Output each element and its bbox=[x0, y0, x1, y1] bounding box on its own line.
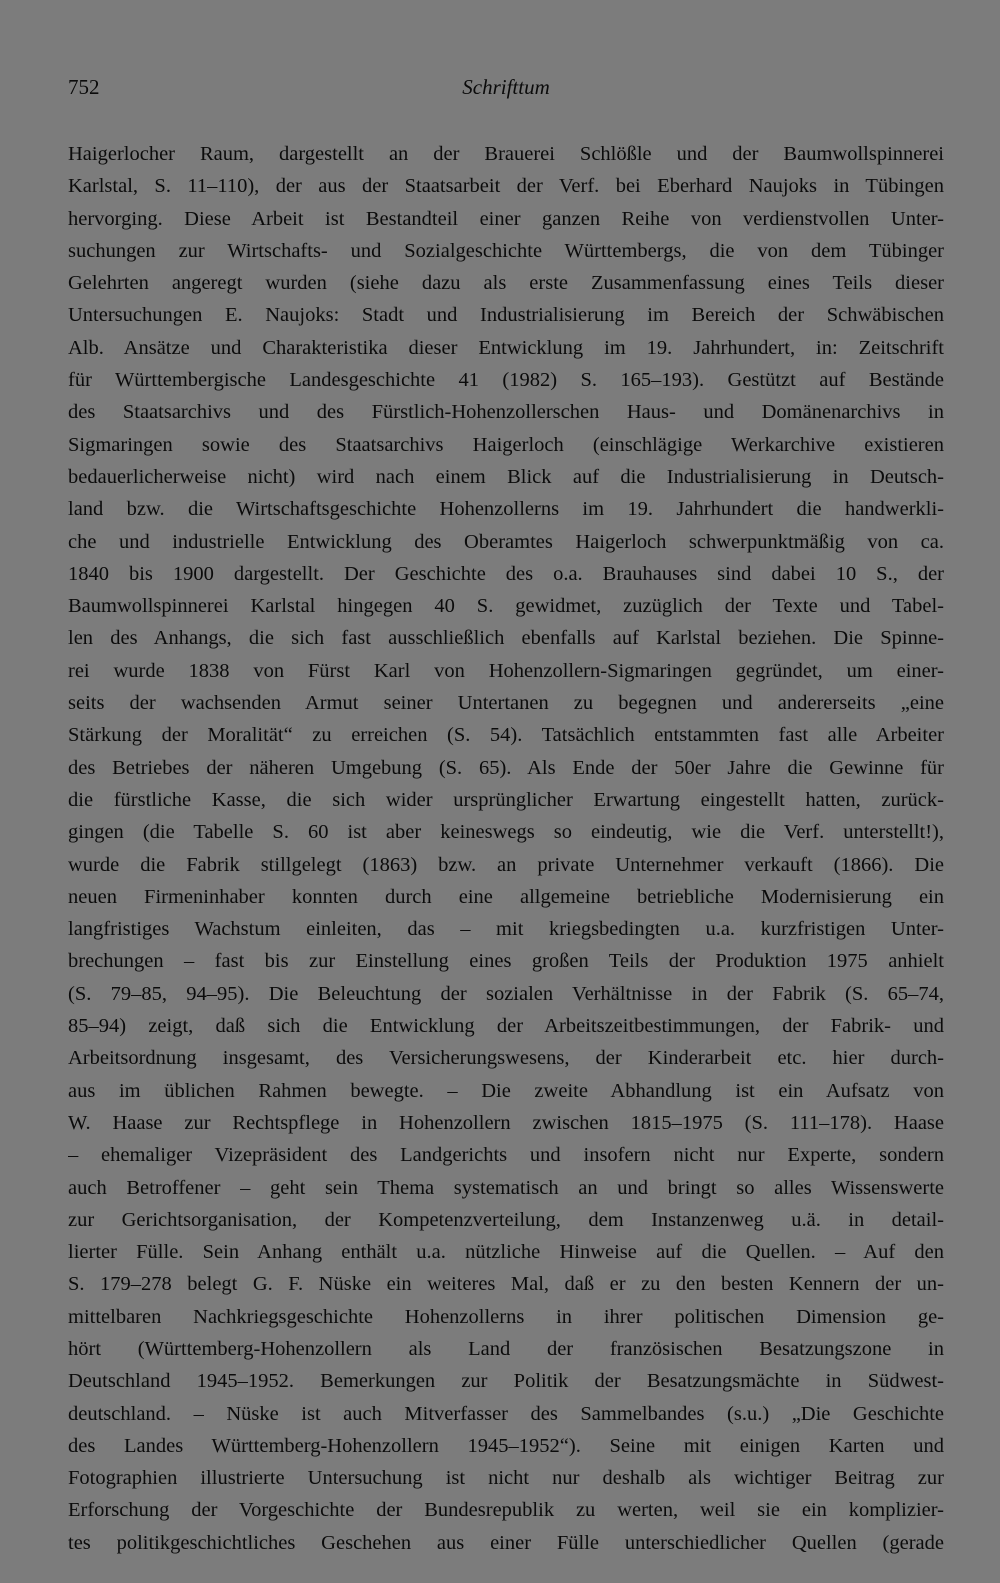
text-line: land bzw. die Wirtschaftsgeschichte Hohenzollerns im 19. Jahrhundert die handwerkli- bbox=[68, 498, 944, 521]
text-line: Arbeitsordnung insgesamt, des Versicherungswesens, der Kinderarbeit etc. hier durch- bbox=[68, 1047, 944, 1070]
text-line: des Staatsarchivs und des Fürstlich-Hohenzollerschen Haus- und Domänenarchivs in bbox=[68, 401, 944, 424]
text-line: gingen (die Tabelle S. 60 ist aber keineswegs so eindeutig, wie die Verf. unterstellt!), bbox=[68, 821, 944, 844]
text-line: deutschland. – Nüske ist auch Mitverfasser des Sammelbandes (s.u.) „Die Geschichte bbox=[68, 1402, 944, 1425]
text-line: Karlstal, S. 11–110), der aus der Staatsarbeit der Verf. bei Eberhard Naujoks in Tübingen bbox=[68, 175, 944, 198]
text-line: die fürstliche Kasse, die sich wider ursprünglicher Erwartung eingestellt hatten, zurück- bbox=[68, 788, 944, 811]
text-line: S. 179–278 belegt G. F. Nüske ein weiteres Mal, daß er zu den besten Kennern der un- bbox=[68, 1273, 944, 1296]
text-line: Sigmaringen sowie des Staatsarchivs Haigerloch (einschlägige Werkarchive existieren bbox=[68, 433, 944, 456]
body-text bbox=[68, 138, 944, 1559]
page-header bbox=[68, 72, 944, 106]
text-line: aus im üblichen Rahmen bewegte. – Die zweite Abhandlung ist ein Aufsatz von bbox=[68, 1079, 944, 1102]
text-line: langfristiges Wachstum einleiten, das – mit kriegsbedingten u.a. kurzfristigen Unter- bbox=[68, 918, 944, 941]
text-line: des Betriebes der näheren Umgebung (S. 65). Als Ende der 50er Jahre die Gewinne für bbox=[68, 756, 944, 779]
text-line: brechungen – fast bis zur Einstellung eines großen Teils der Produktion 1975 anhielt bbox=[68, 950, 944, 973]
text-line: che und industrielle Entwicklung des Oberamtes Haigerloch schwerpunktmäßig von ca. bbox=[68, 530, 944, 553]
text-line: neuen Firmeninhaber konnten durch eine allgemeine betriebliche Modernisierung ein bbox=[68, 885, 944, 908]
text-line: Gelehrten angeregt wurden (siehe dazu als erste Zusammenfassung eines Teils dieser bbox=[68, 272, 944, 295]
text-line: rei wurde 1838 von Fürst Karl von Hohenzollern-Sigmaringen gegründet, um einer- bbox=[68, 659, 944, 682]
text-line: auch Betroffener – geht sein Thema systematisch an und bringt so alles Wissenswerte bbox=[68, 1176, 944, 1199]
text-line: len des Anhangs, die sich fast ausschließlich ebenfalls auf Karlstal beziehen. Die Spinne- bbox=[68, 627, 944, 650]
text-line: 85–94) zeigt, daß sich die Entwicklung der Arbeitszeitbestimmungen, der Fabrik- und bbox=[68, 1015, 944, 1038]
text-line: Baumwollspinnerei Karlstal hingegen 40 S. gewidmet, zuzüglich der Texte und Tabel- bbox=[68, 595, 944, 618]
text-line: suchungen zur Wirtschafts- und Sozialgeschichte Württembergs, die von dem Tübinger bbox=[68, 239, 944, 262]
text-line: Erforschung der Vorgeschichte der Bundesrepublik zu werten, weil sie ein komplizier- bbox=[68, 1499, 944, 1522]
text-line: bedauerlicherweise nicht) wird nach einem Blick auf die Industrialisierung in Deutsch- bbox=[68, 465, 944, 488]
text-line: (S. 79–85, 94–95). Die Beleuchtung der sozialen Verhältnisse in der Fabrik (S. 65–74, bbox=[68, 982, 944, 1005]
text-line: für Württembergische Landesgeschichte 41 (1982) S. 165–193). Gestützt auf Bestände bbox=[68, 369, 944, 392]
text-line: wurde die Fabrik stillgelegt (1863) bzw. an private Unternehmer verkauft (1866). Die bbox=[68, 853, 944, 876]
text-line: – ehemaliger Vizepräsident des Landgerichts und insofern nicht nur Experte, sondern bbox=[68, 1144, 944, 1167]
text-line: Deutschland 1945–1952. Bemerkungen zur Politik der Besatzungsmächte in Südwest- bbox=[68, 1370, 944, 1393]
page-number: 752 bbox=[68, 75, 100, 99]
text-line: zur Gerichtsorganisation, der Kompetenzverteilung, dem Instanzenweg u.ä. in detail- bbox=[68, 1208, 944, 1231]
text-line: Untersuchungen E. Naujoks: Stadt und Industrialisierung im Bereich der Schwäbischen bbox=[68, 304, 944, 327]
text-line: hervorging. Diese Arbeit ist Bestandteil einer ganzen Reihe von verdienstvollen Unter- bbox=[68, 207, 944, 230]
text-line: hört (Württemberg-Hohenzollern als Land der französischen Besatzungszone in bbox=[68, 1337, 944, 1360]
text-line: tes politikgeschichtliches Geschehen aus einer Fülle unterschiedlicher Quellen (gerade bbox=[68, 1531, 944, 1554]
text-line: W. Haase zur Rechtspflege in Hohenzollern zwischen 1815–1975 (S. 111–178). Haase bbox=[68, 1111, 944, 1134]
text-line: des Landes Württemberg-Hohenzollern 1945–1952“). Seine mit einigen Karten und bbox=[68, 1434, 944, 1457]
text-line: 1840 bis 1900 dargestellt. Der Geschichte des o.a. Brauhauses sind dabei 10 S., der bbox=[68, 562, 944, 585]
text-line: mittelbaren Nachkriegsgeschichte Hohenzollerns in ihrer politischen Dimension ge- bbox=[68, 1305, 944, 1328]
text-line: lierter Fülle. Sein Anhang enthält u.a. nützliche Hinweise auf die Quellen. – Auf den bbox=[68, 1241, 944, 1264]
text-line: Fotographien illustrierte Untersuchung ist nicht nur deshalb als wichtiger Beitrag zur bbox=[68, 1467, 944, 1490]
text-line: Alb. Ansätze und Charakteristika dieser Entwicklung im 19. Jahrhundert, in: Zeitschrift bbox=[68, 336, 944, 359]
text-line: Haigerlocher Raum, dargestellt an der Brauerei Schlößle und der Baumwollspinnerei bbox=[68, 143, 944, 165]
text-line: seits der wachsenden Armut seiner Untertanen zu begegnen und andererseits „eine bbox=[68, 692, 944, 715]
text-line: Stärkung der Moralität“ zu erreichen (S. 54). Tatsächlich entstammten fast alle Arbeiter bbox=[68, 724, 944, 747]
running-title: Schrifttum bbox=[462, 75, 550, 99]
